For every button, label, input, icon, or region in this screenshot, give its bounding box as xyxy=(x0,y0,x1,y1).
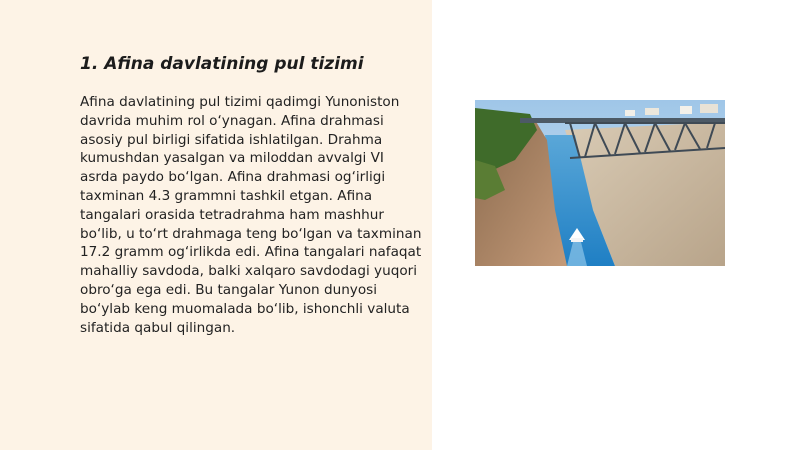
canal-photo-illustration xyxy=(475,100,725,266)
slide-heading: 1. Afina davlatining pul tizimi xyxy=(80,54,364,74)
slide-paragraph: Afina davlatining pul tizimi qadimgi Yunoniston davrida muhim rol o‘ynagan. Afina drahmasi asosiy pul birligi sifatida ishlatilgan. Drahma kumushdan yasalgan va miloddan avvalgi VI asrda paydo bo‘lgan. Afina drahmasi og‘irligi taxminan 4.3 grammni tashkil etgan. Afina tangalari orasida tetradrahma ham mashhur bo‘lib, u to‘rt drahmaga teng bo‘lgan va taxminan 17.2 gramm og‘irlikda edi. Afina tangalari nafaqat mahalliy savdoda, balki xalqaro savdodagi yuqori obro‘ga ega edi. Bu tangalar Yunon dunyosi bo‘ylab keng muomalada bo‘lib, ishonchli valuta sifatida qabul qilingan. xyxy=(80,94,422,336)
canal-bridge-photo xyxy=(475,100,725,266)
